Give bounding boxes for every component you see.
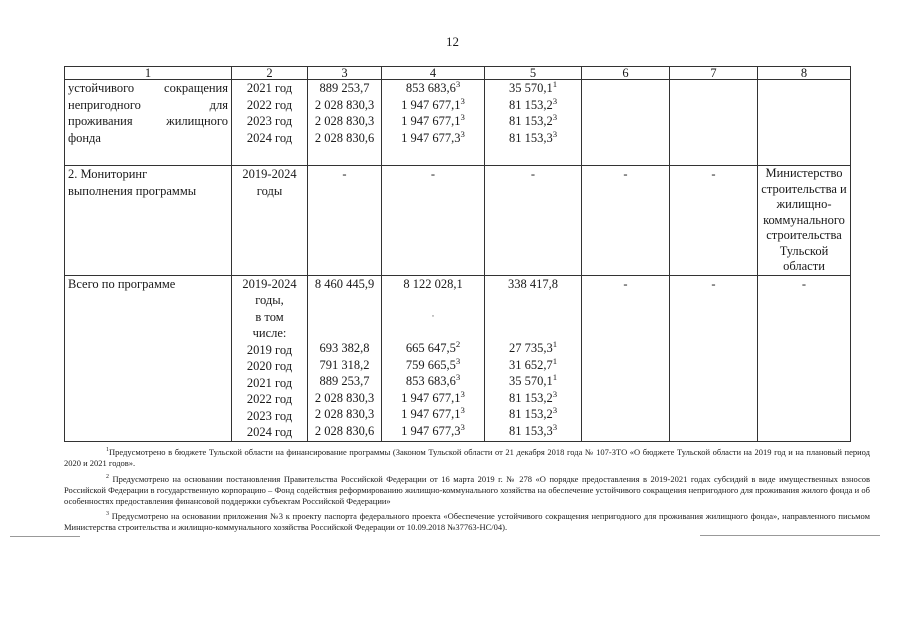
year-label: 2022 год: [246, 97, 293, 112]
table-row: [65, 166, 851, 276]
empty-cell: [758, 80, 851, 166]
activity-name-line: фонда: [68, 130, 101, 145]
executor-line: Министерство: [765, 166, 843, 180]
year-label: 2020 год: [246, 359, 293, 373]
dash-cell: -: [582, 275, 670, 441]
period-cell: [232, 275, 308, 441]
amount-value: 1 947 677,1$^3$: [401, 388, 465, 405]
amount-value: 81 153,2$^3$: [508, 95, 558, 112]
dash-cell: -: [382, 166, 485, 276]
year-label: 2022 год: [246, 392, 293, 406]
total-amount-cell: [308, 80, 382, 166]
activity-name-line: 2. Мониторинг: [68, 167, 148, 181]
year-cell: [232, 80, 308, 166]
amount-value: 853 683,6$^3$: [405, 371, 461, 388]
column-number-row: [65, 67, 851, 80]
amount-value: 1 947 677,3$^3$: [401, 128, 465, 145]
amount-value: 2 028 830,3: [314, 390, 375, 405]
period-line: в том: [255, 309, 284, 324]
regional-amount-cell: [485, 80, 582, 166]
period-cell: [232, 166, 308, 276]
dash-cell: -: [582, 166, 670, 276]
amount-value: 759 665,5$^3$: [405, 355, 461, 372]
amount-value: 2 028 830,3: [314, 407, 375, 421]
total-amount-cell: [308, 275, 382, 441]
total-value: 338 417,8: [508, 276, 558, 291]
amount-value: 889 253,7: [319, 374, 370, 388]
amount-value: 81 153,2$^3$: [508, 404, 558, 421]
amount-value: 889 253,7: [319, 81, 370, 95]
column-number: 4: [382, 67, 485, 80]
executor-line: области: [783, 259, 825, 273]
amount-value: 31 652,7$^1$: [508, 355, 558, 372]
year-label: 2023 год: [246, 408, 293, 423]
amount-value: 81 153,2$^3$: [508, 111, 558, 128]
column-number: 7: [670, 67, 758, 80]
amount-value: 1 947 677,1$^3$: [401, 111, 465, 128]
table-row: [65, 80, 851, 166]
amount-value: 81 153,2$^3$: [508, 388, 558, 405]
year-label: 2023 год: [246, 114, 293, 128]
amount-value: 2 028 830,3: [314, 114, 375, 128]
amount-value: 665 647,5$^2$: [405, 338, 461, 355]
period-line: годы,: [255, 293, 284, 307]
year-label: 2019 год: [246, 342, 293, 357]
total-label: Всего по программе: [68, 276, 176, 291]
footnote-2: [64, 474, 870, 507]
footnote-mark: 1: [106, 447, 109, 454]
column-number: 2: [232, 67, 308, 80]
column-number: 6: [582, 67, 670, 80]
federal-amount-cell: [382, 80, 485, 166]
executor-line: строительства и: [761, 181, 847, 196]
total-value: 8 460 445,9: [314, 276, 375, 291]
empty-cell: [670, 80, 758, 166]
regional-amount-cell: [485, 275, 582, 441]
amount-value: 2 028 830,6: [314, 130, 375, 145]
amount-value: 1 947 677,3$^3$: [401, 421, 465, 438]
amount-value: 853 683,6$^3$: [405, 78, 461, 95]
footnote-1: [64, 447, 870, 469]
activity-name-line: устойчивого сокращения: [68, 81, 228, 95]
footnote-mark: 3: [106, 511, 109, 518]
column-number: 5: [485, 67, 582, 80]
dash-cell: -: [758, 275, 851, 441]
year-label: 2024 год: [246, 425, 293, 439]
column-number: 3: [308, 67, 382, 80]
column-number: 8: [758, 67, 851, 80]
amount-value: 81 153,3$^3$: [508, 421, 558, 438]
year-label: 2021 год: [246, 81, 293, 95]
amount-value: 27 735,3$^1$: [508, 338, 558, 355]
activity-name-cell: [65, 275, 232, 441]
footnote-text: Предусмотрено на основании приложения №3 к проекту паспорта федерального проекта «Обеспечение устойчивого сокращения непригодного для проживания жилищного фонда», направленного письмом Министерства строительства и жилищно-коммунального хозяйства Российской Федерации от 10.09.2018 №37763-НС/04).: [64, 511, 870, 532]
amount-value: 35 570,1$^1$: [508, 371, 558, 388]
dash-cell: -: [308, 166, 382, 276]
page-number: 12: [446, 34, 459, 49]
amount-value: 1 947 677,1$^3$: [401, 404, 465, 421]
dash-cell: -: [670, 275, 758, 441]
executor-line: коммунального: [763, 212, 845, 227]
footnote-mark: 2: [106, 474, 109, 481]
activity-name-line: выполнения программы: [68, 183, 197, 198]
footnote-text: Предусмотрено на основании постановления Правительства Российской Федерации от 16 марта 2019 г. № 278 «О порядке предоставления в 2019-2021 годах субсидий в виде имущественных взносов Российской Федерации в государственную корпорацию – Фонд содействия реформированию жилищно-коммунального хозяйства на обеспечение устойчивого сокращения непригодного для проживания жилого фонда и об особенностях предоставления финансовой поддержки субъектам Российской Федерации»: [64, 474, 870, 506]
scan-artifact: [700, 535, 880, 536]
empty-cell: [582, 80, 670, 166]
amount-value: 35 570,1$^1$: [508, 78, 558, 95]
dash-cell: -: [670, 166, 758, 276]
year-label: 2024 год: [246, 130, 293, 145]
activity-name-cell: [65, 166, 232, 276]
amount-value: 693 382,8: [319, 341, 370, 355]
column-number: 1: [65, 67, 232, 80]
total-value: 8 122 028,1: [403, 276, 463, 291]
executor-line: Тульской: [779, 243, 829, 258]
footnote-3: [64, 511, 870, 533]
dash-cell: -: [485, 166, 582, 276]
executor-line: жилищно-: [776, 197, 832, 211]
period-line: 2019-2024: [242, 276, 297, 291]
footnote-text: Предусмотрено в бюджете Тульской области на финансирование программы (Законом Тульской области от 21 декабря 2018 года № 107-ЗТО «О бюджете Тульской области на 2019 год и на плановый период 2020 и 2021 годов».: [64, 447, 870, 468]
activity-name-line: проживания жилищного: [68, 114, 228, 128]
amount-value: 2 028 830,6: [314, 423, 375, 438]
amount-value: 81 153,3$^3$: [508, 128, 558, 145]
scan-artifact: [10, 536, 80, 537]
activity-name-cell: [65, 80, 232, 166]
executor-cell: [758, 166, 851, 276]
federal-amount-cell: 8 122 028,1 · 665 647,5$^2$ 759 665,5$^3$ 853 683,6$^3$ 1 947 677,1$^3$ 1 947 677,1$^3$ 1 947 677,3$^3$: [382, 275, 485, 441]
amount-value: 791 318,2: [319, 357, 370, 372]
year-label: 2021 год: [246, 375, 293, 390]
amount-value: 2 028 830,3: [314, 97, 375, 112]
period-line: 2019-2024: [242, 167, 297, 181]
period-line: годы: [256, 183, 283, 198]
executor-line: строительства: [766, 228, 842, 242]
program-table: [64, 66, 851, 442]
activity-name-line: непригодного для: [68, 97, 228, 112]
amount-value: 1 947 677,1$^3$: [401, 95, 465, 112]
table-row: [65, 275, 851, 441]
period-line: числе:: [252, 326, 287, 340]
